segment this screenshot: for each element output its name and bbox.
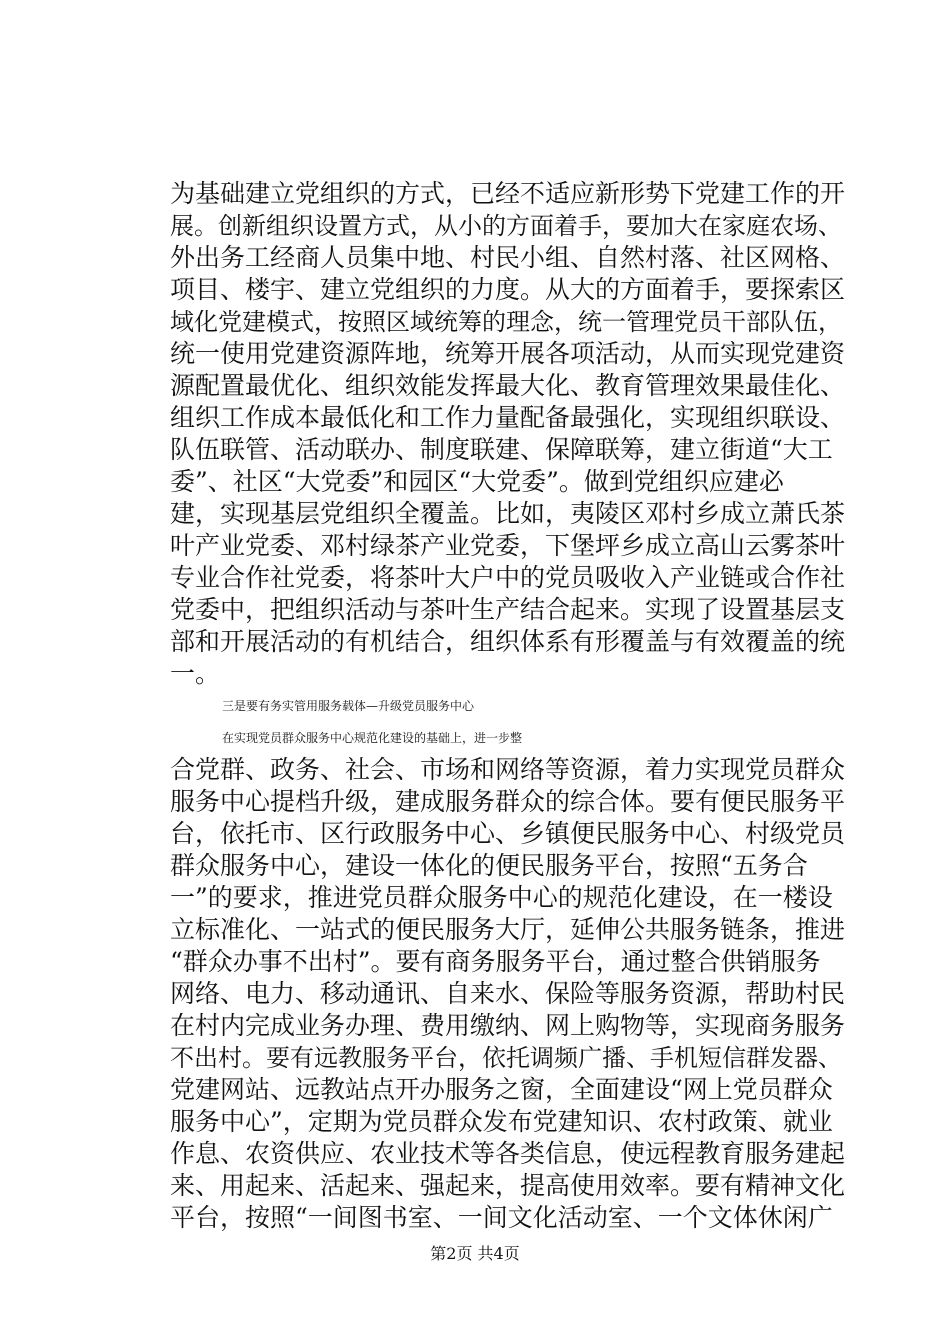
text-line: 不出村。要有远教服务平台，依托调频广播、手机短信群发器、 [170,1044,842,1072]
text-line: 网络、电力、移动通讯、自来水、保险等服务资源，帮助村民 [170,979,846,1008]
text-line: 为基础建立党组织的方式，已经不适应新形势下党建工作的开 [170,179,846,208]
text-line: 服务中心提档升级，建成服务群众的综合体。要有便民服务平 [170,787,846,816]
text-line: “群众办事不出村”。要有商务服务平台，通过整合供销服务 [170,947,821,976]
text-line: 外出务工经商人员集中地、村民小组、自然村落、社区网格、 [170,243,846,272]
text-line: 群众服务中心，建设一体化的便民服务平台，按照“五务合 [170,851,808,880]
text-line: 队伍联管、活动联办、制度联建、保障联筹，建立街道“大工 [170,435,833,464]
text-line: 服务中心”，定期为党员群众发布党建知识、农村政策、就业 [170,1107,833,1136]
text-line: 建，实现基层党组织全覆盖。比如，夷陵区邓村乡成立萧氏茶 [170,499,846,528]
text-line: 党建网站、远教站点开办服务之窗，全面建设“网上党员群众 [170,1075,833,1104]
text-line: 展。创新组织设置方式，从小的方面着手，要加大在家庭农场、 [170,212,842,240]
text-line: 台，依托市、区行政服务中心、乡镇便民服务中心、村级党员 [170,819,846,848]
text-line: 作息、农资供应、农业技术等各类信息，使远程教育服务建起 [170,1139,846,1168]
section-heading: 三是要有务实管用服务载体—升级党员服务中心 [222,699,475,713]
paragraph-first-line: 在实现党员群众服务中心规范化建设的基础上，进一步整 [222,731,523,745]
text-line: 组织工作成本最低化和工作力量配备最强化，实现组织联设、 [170,403,846,432]
text-line: 源配置最优化、组织效能发挥最大化、教育管理效果最佳化、 [170,371,846,400]
text-line: 一。 [170,659,221,688]
text-line: 来、用起来、活起来、强起来，提高使用效率。要有精神文化 [170,1171,846,1200]
text-line: 叶产业党委、邓村绿茶产业党委，下堡坪乡成立高山云雾茶叶 [170,531,846,560]
text-line: 项目、楼宇、建立党组织的力度。从大的方面着手，要探索区 [170,275,846,304]
text-line: 域化党建模式，按照区域统筹的理念，统一管理党员干部队伍， [170,308,842,336]
text-line: 合党群、政务、社会、市场和网络等资源，着力实现党员群众 [170,755,846,784]
text-line: 在村内完成业务办理、费用缴纳、网上购物等，实现商务服务 [170,1011,846,1040]
page-number-footer: 第2页 共4页 [430,1244,520,1263]
text-line: 专业合作社党委，将茶叶大户中的党员吸收入产业链或合作社 [170,563,846,592]
text-line: 部和开展活动的有机结合，组织体系有形覆盖与有效覆盖的统 [170,627,846,656]
text-line: 统一使用党建资源阵地，统筹开展各项活动，从而实现党建资 [170,339,846,368]
text-line: 平台，按照“一间图书室、一间文化活动室、一个文体休闲广 [170,1203,833,1232]
text-line: 党委中，把组织活动与茶叶生产结合起来。实现了设置基层支 [170,595,846,624]
text-line: 立标准化、一站式的便民服务大厅，延伸公共服务链条，推进 [170,915,846,944]
text-line: 一”的要求，推进党员群众服务中心的规范化建设，在一楼设 [170,883,833,912]
text-line: 委”、社区“大党委”和园区“大党委”。做到党组织应建必 [170,467,784,496]
